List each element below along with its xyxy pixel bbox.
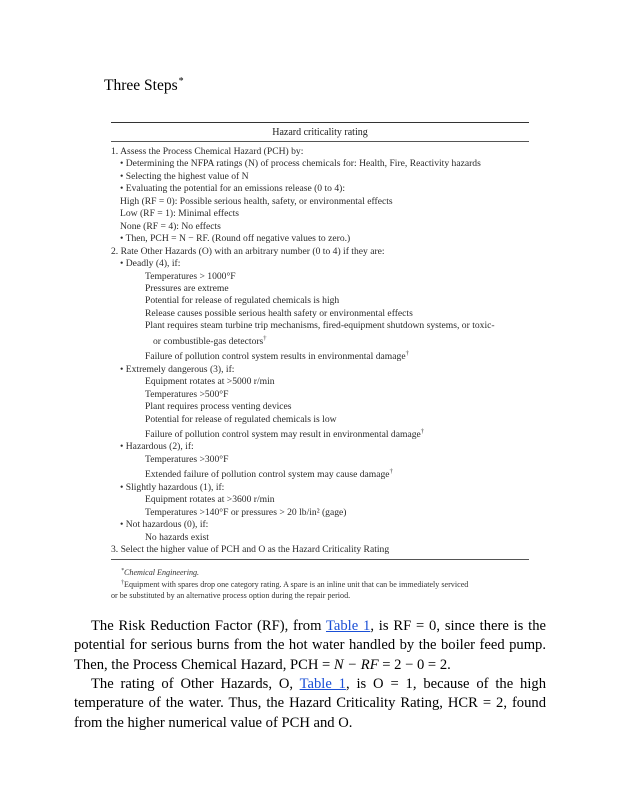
footnote: †Equipment with spares drop one category rating. A spare is an inline unit that can be immediately serviced xyxy=(121,580,469,590)
section-heading-text: Three Steps xyxy=(104,77,178,94)
table-row: Equipment rotates at >5000 r/min xyxy=(145,376,275,388)
table-row: No hazards exist xyxy=(145,531,209,543)
footnote-marker: † xyxy=(420,427,425,435)
table-body xyxy=(111,142,529,559)
table-row: • Evaluating the potential for an emissions release (0 to 4): xyxy=(120,183,346,195)
table-row: Equipment rotates at >3600 r/min xyxy=(145,494,275,506)
table-caption: Hazard criticality rating xyxy=(272,127,368,138)
footnote-marker: † xyxy=(389,468,393,476)
table-row: Extended failure of pollution control system may cause damage† xyxy=(145,468,393,481)
hazard-table xyxy=(111,122,529,601)
table-row: or combustible-gas detectors† xyxy=(153,334,267,347)
table-row: Pressures are extreme xyxy=(145,282,229,294)
table-row: Plant requires process venting devices xyxy=(145,401,292,413)
table-row: Failure of pollution control system may result in environmental damage† xyxy=(145,427,425,440)
footnote: *Chemical Engineering. xyxy=(121,567,200,577)
table-row: • Extremely dangerous (3), if: xyxy=(120,363,235,375)
table-row: High (RF = 0): Possible serious health, safety, or environmental effects xyxy=(120,195,393,207)
table-row: Temperatures >140°F or pressures > 20 lb/in² (gage) xyxy=(145,506,347,518)
table-row: Temperatures >500°F xyxy=(145,388,229,400)
body-paragraph: The Risk Reduction Factor (RF), from Table 1, is RF = 0, since there is the potential for serious burns from the hot water handled by the boiler feed pump. Then, the Process Chemical Hazard, PCH = N − RF = 2 − 0 = 2. xyxy=(74,618,547,673)
table-link[interactable]: Table 1 xyxy=(325,618,371,634)
footnote-marker: * xyxy=(178,76,184,87)
table-row: • Selecting the highest value of N xyxy=(120,170,249,182)
table-row: Temperatures >300°F xyxy=(145,453,229,465)
table-row: Potential for release of regulated chemicals is low xyxy=(145,413,337,425)
table-footnotes xyxy=(111,560,529,602)
table-row: Failure of pollution control system results in environmental damage† xyxy=(145,350,409,363)
footnote-marker: † xyxy=(405,350,409,358)
table-row: • Determining the NFPA ratings (N) of process chemicals for: Health, Fire, Reactivity hazards xyxy=(120,158,481,170)
table-row: • Deadly (4), if: xyxy=(120,258,181,270)
table-link[interactable]: Table 1 xyxy=(299,676,346,692)
table-row: Temperatures > 1000°F xyxy=(145,270,236,282)
table-row: 2. Rate Other Hazards (O) with an arbitrary number (0 to 4) if they are: xyxy=(111,245,385,257)
equation: N − RF xyxy=(333,656,379,673)
footnote-continuation: or be substituted by an alternative process option during the repair period. xyxy=(111,590,351,600)
table-row: Release causes possible serious health safety or environmental effects xyxy=(145,307,413,319)
table-row: • Not hazardous (0), if: xyxy=(120,519,209,531)
footnote-marker: † xyxy=(263,334,267,342)
body-paragraph: The rating of Other Hazards, O, Table 1, is O = 1, because of the high temperature of the water. Thus, the Hazard Criticality Rating, HCR = 2, found from the higher numerical value of PCH and O. xyxy=(74,676,546,731)
table-row: Potential for release of regulated chemicals is high xyxy=(145,295,340,307)
table-row: Plant requires steam turbine trip mechanisms, fired-equipment shutdown systems, or toxic- xyxy=(145,320,495,332)
table-row: 3. Select the higher value of PCH and O as the Hazard Criticality Rating xyxy=(111,544,390,556)
table-row: None (RF = 4): No effects xyxy=(120,220,221,232)
table-row: 1. Assess the Process Chemical Hazard (PCH) by: xyxy=(111,146,304,157)
table-row: • Hazardous (2), if: xyxy=(120,441,194,453)
section-heading xyxy=(104,76,184,95)
table-row: • Then, PCH = N − RF. (Round off negative values to zero.) xyxy=(120,233,351,245)
table-row: Low (RF = 1): Minimal effects xyxy=(120,208,240,220)
table-row: • Slightly hazardous (1), if: xyxy=(120,481,225,493)
